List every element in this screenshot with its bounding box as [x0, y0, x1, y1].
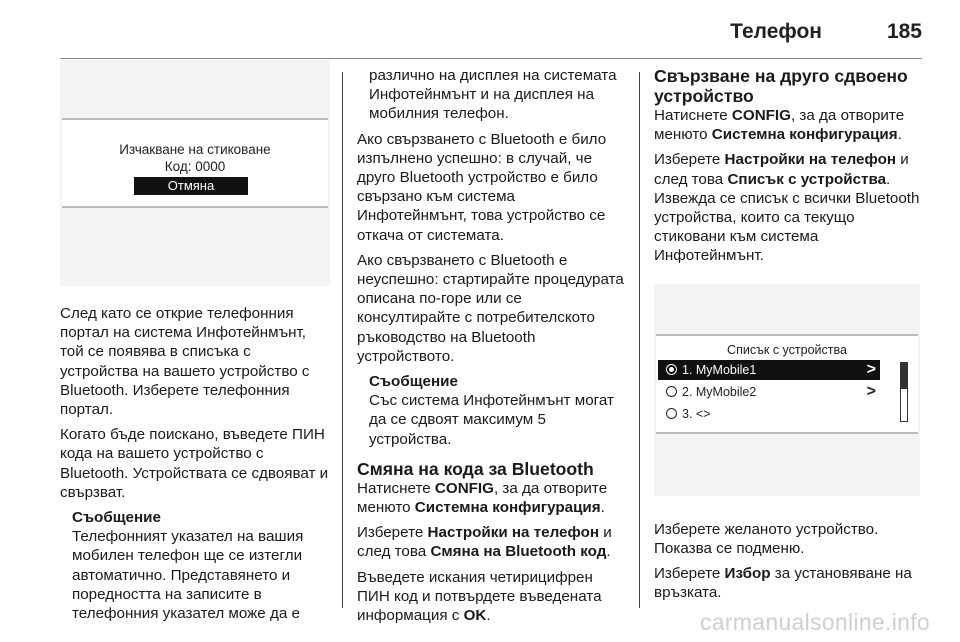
paragraph: Изберете желаното устройство. Показва се подменю. [654, 520, 879, 557]
scrollbar-thumb[interactable] [901, 363, 907, 389]
paragraph: Изберете Настройки на телефон и след това Смяна на Bluetooth код. [357, 524, 612, 561]
paragraph: Въведете искания четирицифрен ПИН код и потвърдете въведената информация с OK. [357, 568, 602, 625]
note [357, 372, 629, 449]
chevron-right-icon: > [866, 360, 876, 378]
radio-empty-icon [666, 386, 677, 397]
scrollbar[interactable] [900, 362, 908, 422]
note-title: Съобщение [72, 509, 161, 527]
column-1 [60, 66, 330, 623]
column-divider-1 [342, 72, 343, 608]
page-number: 185 [886, 20, 922, 43]
paragraph: След като се открие телефонния портал на система Инфотейнмънт, той се появява в списъка с устройства на вашето устройство с Bluetooth. Изберете телефонния портал. [60, 305, 310, 419]
page-header-title: Телефон [730, 20, 822, 43]
paragraph: Натиснете CONFIG, за да отворите менюто Системна конфигурация. [357, 479, 608, 517]
radio-selected-icon [666, 364, 677, 375]
paragraph: Натиснете CONFIG, за да отворите менюто Системна конфигурация. [654, 107, 905, 144]
pairing-dialog [62, 118, 328, 208]
device-list-item[interactable] [658, 382, 880, 402]
note-text: Телефонният указател на вашия мобилен телефон ще се изтегли автоматично. Представянето и поредността на записите в телефонния указател може да е [72, 528, 304, 623]
watermark: carmanualsonline.info [699, 609, 930, 635]
header-rule [60, 58, 922, 59]
column-2 [357, 66, 629, 631]
device-name: 2. MyMobile2 [682, 384, 757, 399]
device-list-figure [654, 284, 920, 496]
note-text: Със система Инфотейнмънт могат да се сдвоят максимум 5 устройства. [369, 392, 614, 448]
paragraph: Изберете Избор за установяване на връзката. [654, 565, 912, 602]
section-heading: Свързване на друго сдвоено устройство [654, 66, 908, 106]
section-heading: Смяна на кода за Bluetooth [357, 458, 594, 479]
device-list-item[interactable] [658, 360, 880, 380]
pairing-dialog-title: Изчакване на стиковане [119, 142, 271, 157]
paragraph: Ако свързването с Bluetooth е неуспешно: стартирайте процедурата описана по-горе или се консултирайте с потребителското ръководство на Bluetooth устройството. [357, 251, 624, 365]
note-title: Съобщение [369, 373, 458, 391]
device-list-item[interactable] [658, 404, 880, 424]
radio-empty-icon [666, 408, 677, 419]
cancel-button[interactable]: Отмяна [134, 177, 248, 195]
chevron-right-icon: > [866, 382, 876, 400]
device-name: 1. MyMobile1 [682, 362, 757, 377]
paragraph: Ако свързването с Bluetooth е било изпълнено успешно: в случай, че друго Bluetooth устройство е било свързано към система Инфотейнмънт, това устройство се откача от системата. [357, 130, 607, 244]
device-list-title: Списък с устройства [727, 342, 847, 357]
device-name: 3. <> [682, 406, 711, 421]
note [60, 508, 330, 623]
column-3 [654, 66, 922, 608]
paragraph: Изберете Настройки на телефон и след това Списък с устройства. Извежда се списък с всички Bluetooth устройства, които са текущо стиковани към система Инфотейнмънт. [654, 151, 920, 265]
device-list-panel [656, 334, 918, 434]
note-continuation: различно на дисплея на системата Инфотейнмънт и на дисплея на мобилния телефон. [369, 67, 617, 123]
pairing-code: Код: 0000 [164, 159, 226, 174]
column-divider-2 [639, 72, 640, 608]
pairing-screen-figure [60, 60, 330, 286]
paragraph: Когато бъде поискано, въведете ПИН кода на вашето устройство с Bluetooth. Устройствата се сдвояват и свързват. [60, 426, 329, 501]
